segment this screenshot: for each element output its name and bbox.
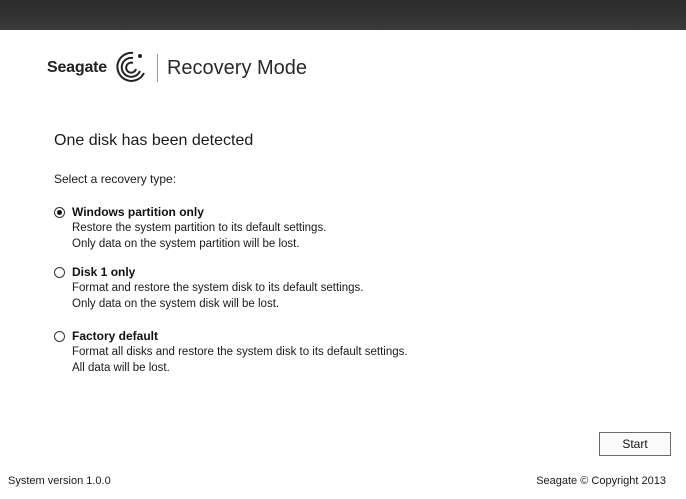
option-description-line: Format and restore the system disk to its default settings. (72, 282, 364, 294)
seagate-swirl-icon (113, 49, 149, 83)
option-description-line: Only data on the system disk will be lost. (72, 298, 280, 310)
option-label[interactable]: Windows partition only (72, 205, 204, 219)
option-description-line: Only data on the system partition will be lost. (72, 238, 300, 250)
option-label[interactable]: Disk 1 only (72, 265, 136, 279)
product-title: Recovery Mode (166, 56, 308, 79)
radio-disk-1[interactable] (54, 267, 65, 278)
brand-divider (157, 54, 158, 82)
option-label[interactable]: Factory default (72, 329, 159, 343)
option-windows-partition[interactable] (54, 204, 326, 252)
copyright: Seagate © Copyright 2013 (536, 475, 666, 487)
option-description-line: Format all disks and restore the system disk to its default settings. (72, 346, 408, 358)
start-button[interactable]: Start (599, 432, 671, 456)
radio-factory-default[interactable] (54, 331, 65, 342)
system-version: System version 1.0.0 (8, 475, 111, 487)
brand-name: Seagate (47, 59, 107, 76)
page-title: One disk has been detected (54, 132, 254, 149)
option-description-line: Restore the system partition to its default settings. (72, 222, 327, 234)
option-factory-default[interactable] (54, 328, 408, 376)
option-description-line: All data will be lost. (72, 362, 170, 374)
brand-header (47, 48, 307, 88)
radio-windows-partition[interactable] (54, 207, 65, 218)
top-bar (0, 0, 686, 30)
recovery-type-prompt: Select a recovery type: (54, 172, 177, 186)
option-disk-1[interactable] (54, 264, 363, 312)
